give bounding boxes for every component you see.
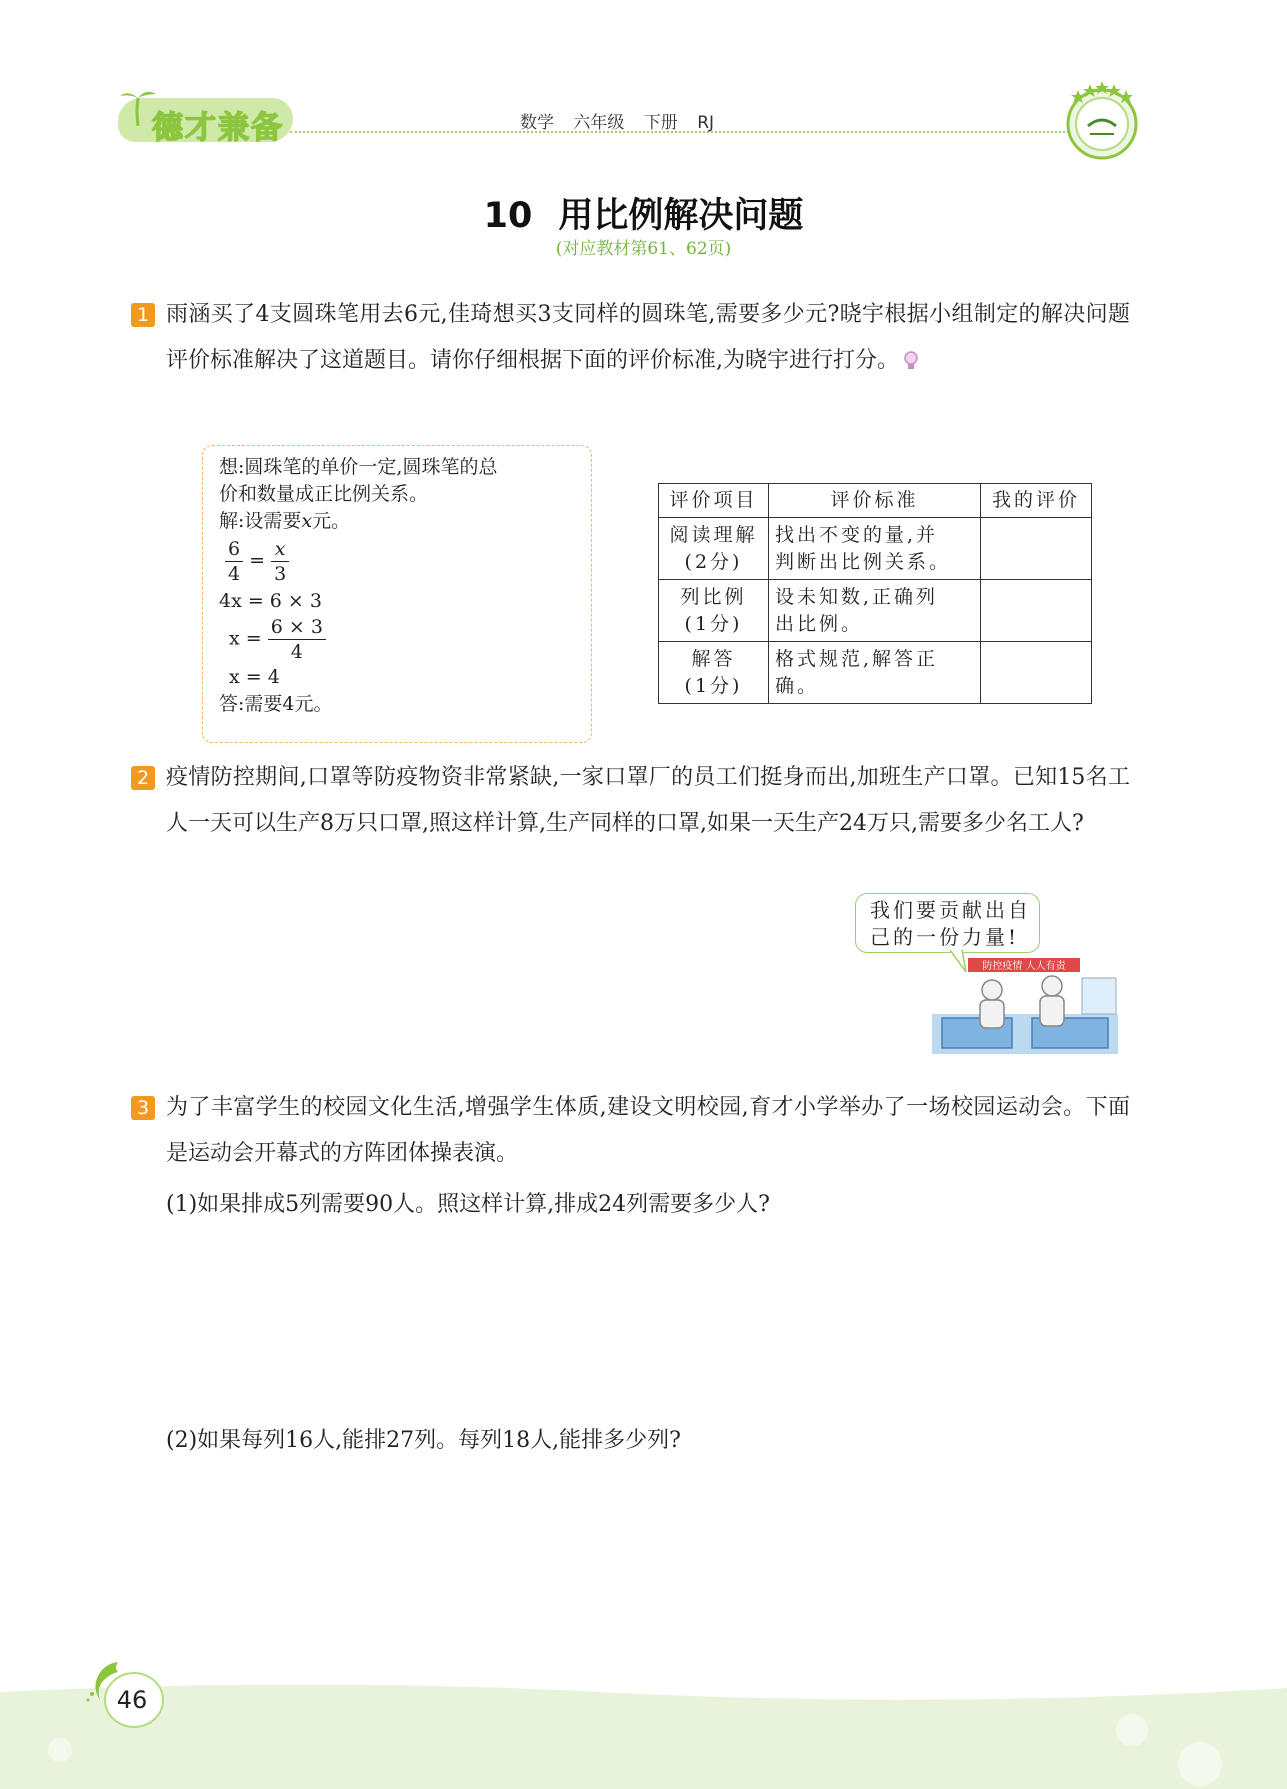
table-header: 评价标准 [769, 484, 981, 518]
evaluation-table [658, 483, 1092, 704]
speech-line-1: 我们要贡献出自 [870, 898, 1031, 922]
fraction-right [271, 537, 289, 586]
solution-eq3-left: x = [229, 627, 262, 650]
table-cell-my-evaluation[interactable] [981, 580, 1092, 642]
solution-box [202, 445, 592, 743]
factory-workers-illustration [932, 956, 1118, 1056]
table-cell-criteria [769, 580, 981, 642]
item-label: 列比例 [680, 585, 747, 608]
solution-equation-1 [225, 537, 591, 586]
footer-wave-background [0, 1680, 1287, 1789]
question-1-text [166, 292, 1130, 384]
fraction-solution-denominator: 4 [290, 641, 303, 663]
criteria-line: 判断出比例关系。 [775, 550, 952, 573]
criteria-line: 确。 [775, 674, 820, 697]
table-row [659, 642, 1092, 704]
solution-equation-3 [229, 615, 591, 664]
solution-let-suffix: 元。 [312, 510, 351, 532]
table-row [659, 580, 1092, 642]
item-score: (1分) [684, 612, 743, 635]
question-1-body: 雨涵买了4支圆珠笔用去6元,佳琦想买3支同样的圆珠笔,需要多少元?晓宇根据小组制定的解决问题评价标准解决了这道题目。请你仔细根据下面的评价标准,为晓宇进行打分。 [166, 302, 1130, 373]
page-number: 46 [116, 1686, 148, 1714]
question-1-number: 1 [131, 303, 155, 327]
lesson-subtitle: (对应教材第61、62页) [555, 239, 732, 259]
solution-equation-2: 4x = 6 × 3 [219, 590, 322, 612]
speech-line-2: 己的一份力量! [870, 925, 1020, 949]
fraction-left-denominator: 4 [228, 563, 241, 585]
question-3-sub-2: (2)如果每列16人,能排27列。每列18人,能排多少列? [166, 1428, 681, 1453]
lesson-number: 10 [483, 196, 533, 236]
question-3-number: 3 [131, 1096, 155, 1120]
lightbulb-icon [903, 351, 919, 371]
question-3-text: 为了丰富学生的校园文化生活,增强学生体质,建设文明校园,育才小学举办了一场校园运动会。下面是运动会开幕式的方阵团体操表演。 [166, 1095, 1130, 1166]
book-info: 数学 六年级 下册 RJ [520, 113, 715, 133]
fraction-right-numerator: x [271, 537, 289, 562]
lesson-title [0, 188, 1287, 238]
fraction-left-numerator: 6 [225, 537, 243, 562]
solution-let [219, 508, 591, 535]
table-header: 评价项目 [659, 484, 769, 518]
item-label: 解答 [691, 647, 736, 670]
author-badge-icon [1062, 76, 1142, 164]
item-score: (1分) [684, 674, 743, 697]
solution-answer: 答:需要4元。 [219, 693, 333, 715]
table-header-row [659, 484, 1092, 518]
question-3-sub-1: (1)如果排成5列需要90人。照这样计算,排成24列需要多少人? [166, 1192, 770, 1217]
fraction-right-denominator: 3 [274, 563, 287, 585]
fraction-solution-numerator: 6 × 3 [268, 615, 326, 640]
solution-equation-4: x = 4 [229, 666, 280, 688]
solution-think-1: 想:圆珠笔的单价一定,圆珠笔的总 [219, 456, 498, 478]
table-row [659, 518, 1092, 580]
criteria-line: 出比例。 [775, 612, 864, 635]
solution-let-var: x [301, 510, 313, 532]
table-cell-criteria [769, 518, 981, 580]
question-2-number: 2 [131, 766, 155, 790]
solution-let-prefix: 解:设需要 [219, 510, 302, 532]
fraction-solution [268, 615, 326, 664]
question-2-text: 疫情防控期间,口罩等防疫物资非常紧缺,一家口罩厂的员工们挺身而出,加班生产口罩。已知15名工人一天可以生产8万只口罩,照这样计算,生产同样的口罩,如果一天生产24万只,需要多少名工人? [166, 765, 1130, 836]
brand-name: 德才兼备 [152, 110, 284, 146]
fraction-left [225, 537, 243, 586]
table-cell-my-evaluation[interactable] [981, 642, 1092, 704]
item-label: 阅读理解 [669, 523, 758, 546]
table-cell-my-evaluation[interactable] [981, 518, 1092, 580]
solution-think-2: 价和数量成正比例关系。 [219, 483, 429, 505]
table-cell-item [659, 518, 769, 580]
table-cell-criteria [769, 642, 981, 704]
illustration-banner-text: 防控疫情 人人有责 [982, 961, 1066, 972]
brand-logo [118, 86, 298, 144]
table-cell-item [659, 580, 769, 642]
item-score: (2分) [684, 550, 743, 573]
speech-bubble [855, 893, 1040, 953]
criteria-line: 找出不变的量,并 [775, 523, 939, 546]
criteria-line: 设未知数,正确列 [775, 585, 939, 608]
table-header: 我的评价 [981, 484, 1092, 518]
criteria-line: 格式规范,解答正 [775, 647, 939, 670]
table-cell-item [659, 642, 769, 704]
lesson-title-text: 用比例解决问题 [558, 196, 804, 236]
equals-sign: = [249, 549, 266, 572]
